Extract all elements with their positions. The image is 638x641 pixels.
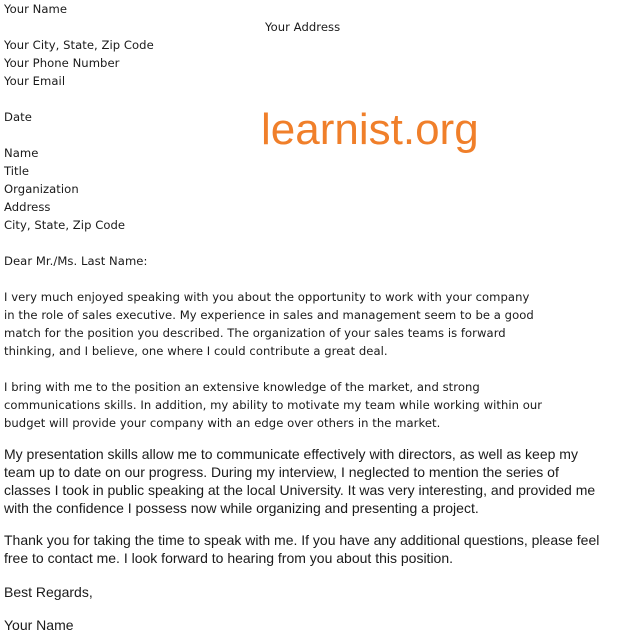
recipient-name: Name (4, 146, 39, 160)
sender-city-state-zip: Your City, State, Zip Code (4, 38, 154, 52)
recipient-address: Address (4, 200, 51, 214)
paragraph-1-line: I very much enjoyed speaking with you about the opportunity to work with your company (4, 290, 530, 304)
sender-name: Your Name (4, 2, 68, 16)
paragraph-2-line: communications skills. In addition, my ability to motivate my team while working within our (4, 398, 543, 412)
paragraph-3-line: team up to date on our progress. During my interview, I neglected to mention the series of (4, 464, 559, 480)
paragraph-3-line: classes I took in public speaking at the local University. It was very interesting, and provided me (4, 482, 596, 498)
sender-phone: Your Phone Number (4, 56, 120, 70)
recipient-title: Title (4, 164, 30, 178)
paragraph-4-line: Thank you for taking the time to speak with me. If you have any additional questions, please feel (4, 532, 600, 548)
paragraph-3-line: My presentation skills allow me to communicate effectively with directors, as well as keep my (4, 446, 578, 462)
paragraph-4-line: free to contact me. I look forward to hearing from you about this position. (4, 550, 454, 566)
paragraph-3-line: with the confidence I possess now while organizing and presenting a project. (4, 500, 479, 516)
letter-date: Date (4, 110, 32, 124)
watermark-logo-text: learnist.org (261, 105, 479, 154)
recipient-city-state-zip: City, State, Zip Code (4, 218, 126, 232)
closing: Best Regards, (4, 584, 93, 600)
paragraph-2-line: budget will provide your company with an edge over others in the market. (4, 416, 441, 430)
sender-email: Your Email (4, 74, 66, 88)
paragraph-1-line: in the role of sales executive. My experience in sales and management seem to be a good (4, 308, 534, 322)
sender-address: Your Address (265, 20, 341, 34)
signature-name: Your Name (4, 617, 74, 633)
paragraph-2-line: I bring with me to the position an extensive knowledge of the market, and strong (4, 380, 480, 394)
paragraph-1-line: match for the position you described. The organization of your sales teams is forward (4, 326, 506, 340)
recipient-organization: Organization (4, 182, 79, 196)
paragraph-1-line: thinking, and I believe, one where I could contribute a great deal. (4, 344, 388, 358)
salutation: Dear Mr./Ms. Last Name: (4, 254, 148, 268)
